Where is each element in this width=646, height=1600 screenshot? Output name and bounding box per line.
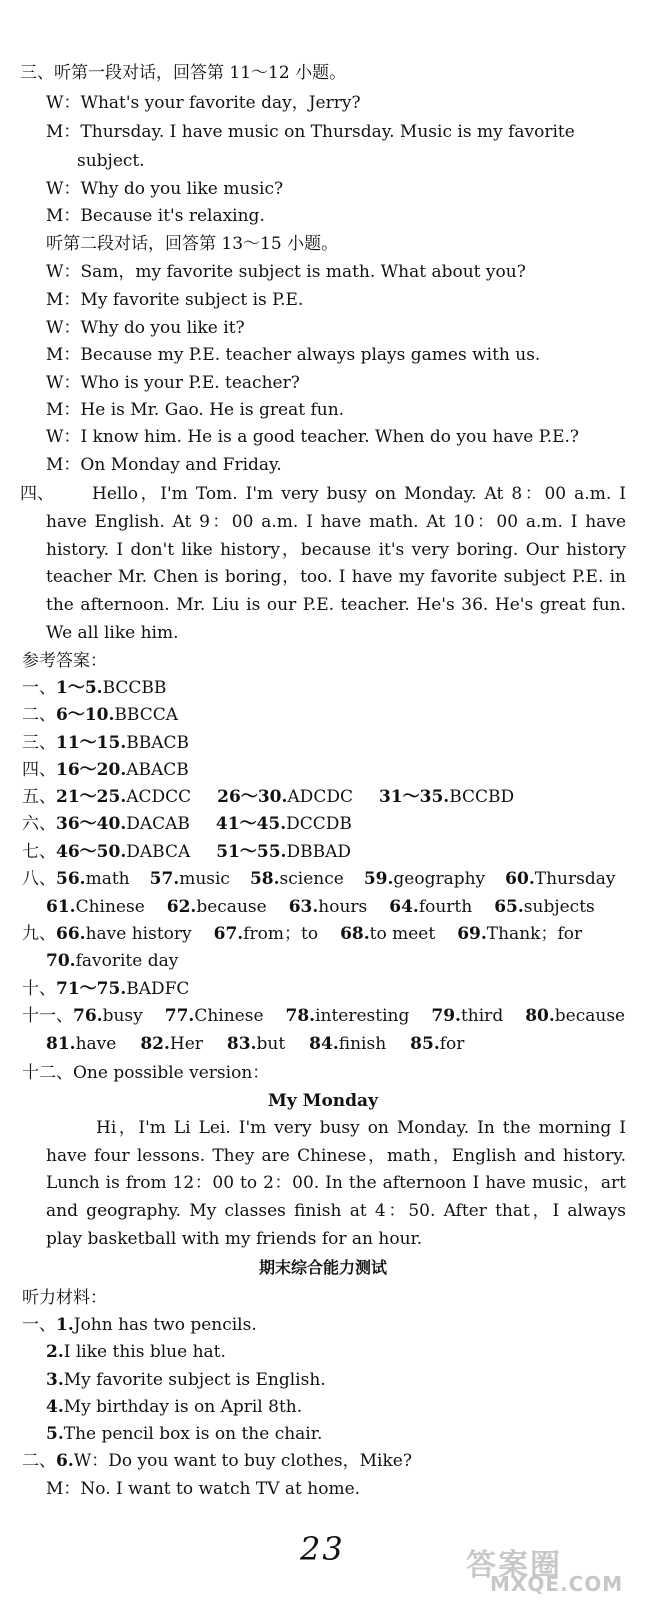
answer-num: 57. xyxy=(149,869,180,889)
answers-title: 参考答案： xyxy=(22,651,107,671)
dialog-line: W：Why do you like music? xyxy=(46,179,284,199)
listening-num: 5. xyxy=(46,1424,64,1444)
answer-text: busy xyxy=(102,1006,143,1026)
essay-line: have four lessons. They are Chinese，math，English and history. xyxy=(46,1146,626,1166)
answer-num: 65. xyxy=(494,897,524,917)
dialog-line: M：He is Mr. Gao. He is great fun. xyxy=(46,400,345,420)
essay-line: Lunch is from 12：00 to 2：00. In the afternoon I have music，art xyxy=(46,1173,626,1193)
answer-num: 70. xyxy=(46,951,76,971)
listening-text: My birthday is on April 8th. xyxy=(63,1397,303,1417)
answer-num: 61. xyxy=(46,897,76,917)
answer-row xyxy=(22,759,189,781)
answer-num: 84. xyxy=(309,1034,339,1054)
section-12-label: 十二、One possible version： xyxy=(22,1063,270,1083)
passage-line: teacher Mr. Chen is boring，too. I have my favorite subject P.E. in xyxy=(46,567,626,587)
answer-row xyxy=(46,950,178,972)
answer-num: 66. xyxy=(56,924,86,944)
listening-num: 2. xyxy=(46,1342,64,1362)
answer-text: fourth xyxy=(418,897,473,917)
answer-text: Chinese xyxy=(75,897,145,917)
answer-text: because xyxy=(554,1006,626,1026)
answer-text: geography xyxy=(393,869,486,889)
essay-line: and geography. My classes finish at 4：50. After that，I always xyxy=(46,1201,626,1221)
passage-line: We all like him. xyxy=(46,623,179,643)
answer-num: 71～75. xyxy=(56,979,127,999)
answer-prefix: 四、 xyxy=(22,760,56,780)
watermark-text: 答案圈 xyxy=(466,1548,562,1583)
answer-text: BADFC xyxy=(126,979,190,999)
answer-num: 80. xyxy=(525,1006,555,1026)
dialog-line: M：Because it's relaxing. xyxy=(46,206,265,226)
passage-line: history. I don't like history，because it's very boring. Our history xyxy=(46,540,626,560)
answer-text: subjects xyxy=(523,897,595,917)
answer-text: Thank；for xyxy=(486,924,583,944)
section-3-intro-1: 三、听第一段对话，回答第 11～12 小题。 xyxy=(20,63,347,83)
answer-num: 78. xyxy=(285,1006,316,1026)
listening-num: 3. xyxy=(46,1370,64,1390)
answer-prefix: 八、 xyxy=(22,869,56,889)
answer-row xyxy=(22,813,352,835)
answer-num: 51～55. xyxy=(216,842,287,862)
answer-prefix: 十一、 xyxy=(22,1006,73,1026)
answer-prefix: 三、 xyxy=(22,733,56,753)
answer-num: 68. xyxy=(340,924,370,944)
answer-text: BBACB xyxy=(126,733,189,753)
answer-row xyxy=(22,1005,625,1027)
answer-text: finish xyxy=(338,1034,387,1054)
answer-row xyxy=(22,841,351,863)
listening-text: My favorite subject is English. xyxy=(63,1370,326,1390)
answer-text: DACAB xyxy=(126,814,190,834)
dialog-line: M：Thursday. I have music on Thursday. Music is my favorite xyxy=(46,122,575,142)
answer-text: favorite day xyxy=(75,951,179,971)
answer-prefix: 一、 xyxy=(22,678,56,698)
answer-text: ADCDC xyxy=(287,787,353,807)
answer-text: Chinese xyxy=(194,1006,264,1026)
answer-text: Thursday xyxy=(534,869,616,889)
answer-text: science xyxy=(279,869,344,889)
answer-num: 21～25. xyxy=(56,787,127,807)
answer-num: 79. xyxy=(431,1006,461,1026)
listening-num: 1. xyxy=(56,1315,74,1335)
answer-num: 31～35. xyxy=(378,787,450,807)
answer-text: have xyxy=(75,1034,117,1054)
answer-num: 81. xyxy=(46,1034,76,1054)
listening-item xyxy=(46,1423,322,1445)
answer-text: DABCA xyxy=(126,842,191,862)
listening-item xyxy=(46,1341,226,1363)
listening-text: I like this blue hat. xyxy=(63,1342,226,1362)
answer-text: have history xyxy=(85,924,192,944)
answer-prefix: 九、 xyxy=(22,924,56,944)
essay-line: play basketball with my friends for an hour. xyxy=(46,1229,423,1249)
answer-num: 11～15. xyxy=(56,733,127,753)
answer-row xyxy=(22,704,178,726)
listening-prefix: 二、 xyxy=(22,1451,56,1471)
watermark-url: MXQE.COM xyxy=(490,1572,624,1596)
answer-text: BBCCA xyxy=(114,705,178,725)
answer-num: 1～5. xyxy=(56,678,103,698)
listening-item xyxy=(22,1450,412,1472)
answer-text: hours xyxy=(318,897,368,917)
dialog-line: M：On Monday and Friday. xyxy=(46,455,282,475)
answer-row xyxy=(22,923,582,945)
answer-num: 16～20. xyxy=(56,760,127,780)
essay-line: Hi，I'm Li Lei. I'm very busy on Monday. In the morning I xyxy=(96,1118,626,1138)
answer-text: but xyxy=(256,1034,286,1054)
dialog-line: W：Who is your P.E. teacher? xyxy=(46,373,300,393)
answer-text: DBBAD xyxy=(286,842,351,862)
answer-text: ACDCC xyxy=(126,787,192,807)
answer-prefix: 十、 xyxy=(22,979,56,999)
answer-text: because xyxy=(196,897,267,917)
answer-num: 64. xyxy=(389,897,419,917)
answer-text: ABACB xyxy=(126,760,189,780)
listening-prefix: 一、 xyxy=(22,1315,56,1335)
answer-num: 69. xyxy=(457,924,487,944)
answer-num: 76. xyxy=(73,1006,103,1026)
listening-num: 4. xyxy=(46,1397,64,1417)
answer-num: 58. xyxy=(249,869,280,889)
listening-title: 听力材料： xyxy=(22,1288,107,1308)
answer-text: DCCDB xyxy=(286,814,352,834)
listening-text: W：Do you want to buy clothes，Mike? xyxy=(73,1451,412,1471)
answer-num: 83. xyxy=(226,1034,257,1054)
dialog-line: W：I know him. He is a good teacher. When do you have P.E.? xyxy=(46,427,580,447)
answer-text: interesting xyxy=(315,1006,410,1026)
passage-line: the afternoon. Mr. Liu is our P.E. teacher. He's 36. He's great fun. xyxy=(46,595,626,615)
passage-line: have English. At 9：00 a.m. I have math. At 10：00 a.m. I have xyxy=(46,512,626,532)
answer-text: third xyxy=(460,1006,504,1026)
listening-num: 6. xyxy=(56,1451,74,1471)
answer-row xyxy=(22,978,189,1000)
final-test-title: 期末综合能力测试 xyxy=(258,1258,387,1277)
dialog-line: W：Sam，my favorite subject is math. What about you? xyxy=(46,262,526,282)
answer-prefix: 七、 xyxy=(22,842,56,862)
answer-num: 59. xyxy=(363,869,394,889)
passage-line: Hello，I'm Tom. I'm very busy on Monday. At 8：00 a.m. I xyxy=(92,484,626,504)
listening-text: The pencil box is on the chair. xyxy=(63,1424,323,1444)
answer-row xyxy=(46,1033,464,1055)
answer-text: BCCBB xyxy=(102,678,167,698)
answer-num: 62. xyxy=(166,897,197,917)
answer-prefix: 六、 xyxy=(22,814,56,834)
dialog-line: W：What's your favorite day，Jerry? xyxy=(46,93,361,113)
essay-title: My Monday xyxy=(268,1091,378,1111)
listening-text: John has two pencils. xyxy=(73,1315,257,1335)
dialog-line: subject. xyxy=(77,151,145,171)
watermark-logo xyxy=(466,1540,641,1595)
answer-num: 46～50. xyxy=(56,842,127,862)
answer-prefix: 五、 xyxy=(22,787,56,807)
answer-num: 85. xyxy=(410,1034,440,1054)
section-4-label: 四、 xyxy=(20,484,54,504)
answer-num: 56. xyxy=(56,869,86,889)
answer-num: 63. xyxy=(288,897,319,917)
listening-item xyxy=(46,1396,302,1418)
answer-num: 36～40. xyxy=(56,814,127,834)
answer-text: to meet xyxy=(369,924,436,944)
section-3-intro-2: 听第二段对话，回答第 13～15 小题。 xyxy=(46,234,339,254)
answer-num: 77. xyxy=(164,1006,195,1026)
answer-row xyxy=(46,896,595,918)
answer-num: 41～45. xyxy=(215,814,287,834)
answer-row xyxy=(22,868,615,890)
answer-num: 82. xyxy=(140,1034,170,1054)
dialog-line: M：Because my P.E. teacher always plays games with us. xyxy=(46,345,541,365)
answer-row xyxy=(22,732,189,754)
answer-text: Her xyxy=(169,1034,203,1054)
answer-text: for xyxy=(439,1034,465,1054)
page-number: 23 xyxy=(300,1530,345,1568)
answer-text: math xyxy=(85,869,130,889)
answer-num: 26～30. xyxy=(217,787,288,807)
answer-text: BCCBD xyxy=(449,787,515,807)
dialog-line: W：Why do you like it? xyxy=(46,318,245,338)
answer-text: from；to xyxy=(243,924,319,944)
answer-prefix: 二、 xyxy=(22,705,56,725)
answer-row xyxy=(22,786,514,808)
listening-item: M：No. I want to watch TV at home. xyxy=(46,1479,361,1499)
dialog-line: M：My favorite subject is P.E. xyxy=(46,290,304,310)
answer-num: 67. xyxy=(213,924,244,944)
listening-item xyxy=(46,1369,326,1391)
answer-text: music xyxy=(179,869,230,889)
answer-num: 60. xyxy=(505,869,535,889)
listening-item xyxy=(22,1314,257,1336)
answer-row xyxy=(22,677,166,699)
answer-num: 6～10. xyxy=(56,705,115,725)
